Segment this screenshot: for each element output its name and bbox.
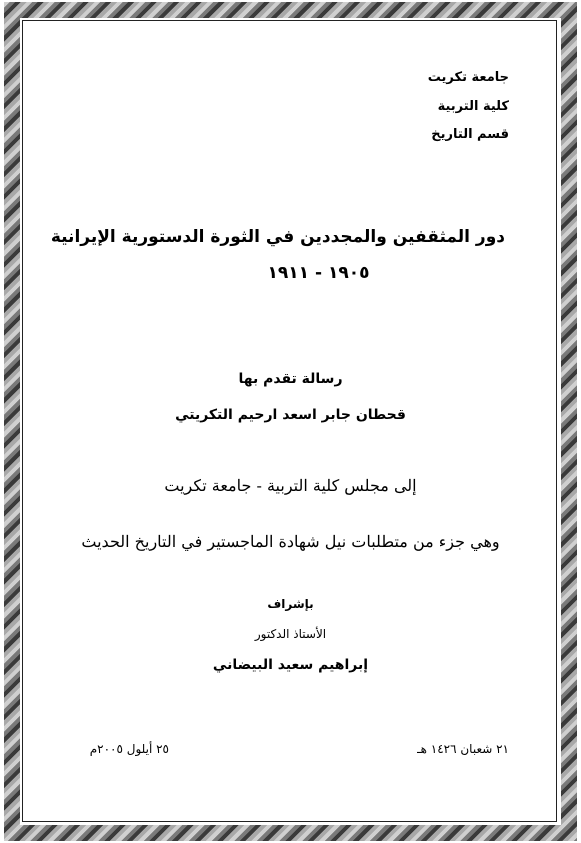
university-name: جامعة تكريت [427,70,509,85]
hijri-date: ٢١ شعبان ١٤٢٦ هـ [417,742,509,756]
author-name: قحطان جابر اسعد ارحيم التكريتي [175,407,406,423]
department-name: قسم التاريخ [431,127,509,142]
submitted-to: إلى مجلس كلية التربية - جامعة تكريت [164,476,417,495]
college-name: كلية التربية [437,99,509,114]
supervision-label: بإشراف [267,597,314,611]
submission-intro: رسالة تقدم بها [238,371,343,387]
supervisor-title: الأستاذ الدكتور [254,627,327,641]
supervisor-name: إبراهيم سعيد البيضاني [212,657,369,673]
gregorian-date: ٢٥ أيلول ٢٠٠٥م [89,742,169,756]
thesis-title: دور المثقفين والمجددين في الثورة الدستورية الإيرانية [50,227,505,247]
degree-purpose: وهي جزء من متطلبات نيل شهادة الماجستير في التاريخ الحديث [81,532,500,551]
thesis-years: ١٩٠٥ - ١٩١١ [267,263,370,283]
